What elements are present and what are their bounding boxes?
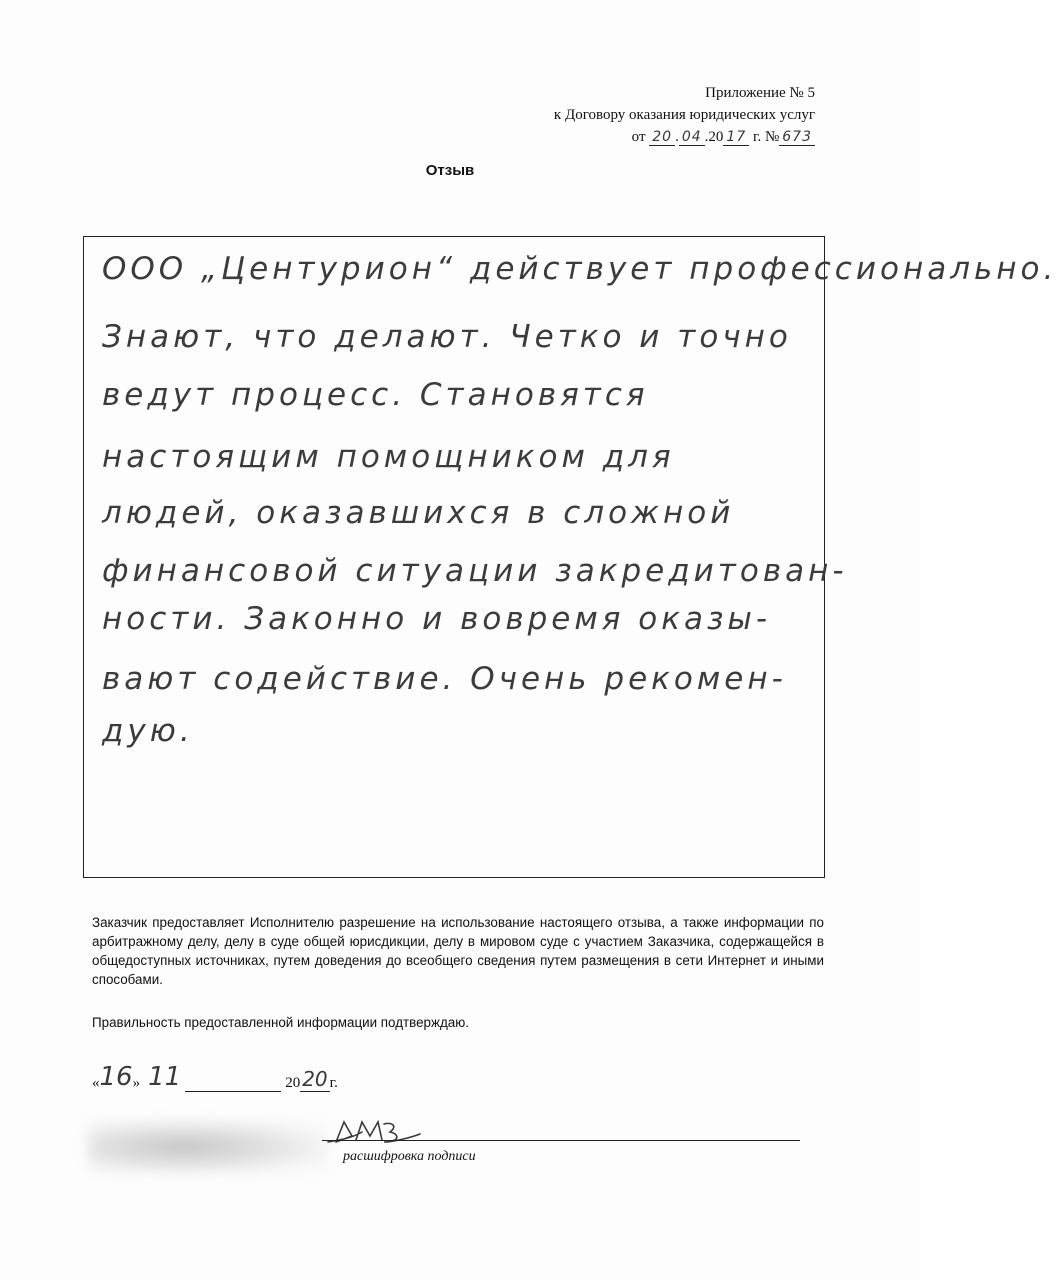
page-title: Отзыв	[425, 162, 475, 179]
review-line-4: настоящим помощником для	[102, 439, 675, 475]
signed-year-prefix: 20	[285, 1075, 301, 1091]
signature-line	[322, 1140, 800, 1141]
contract-year-prefix: 20	[708, 129, 724, 145]
contract-number: 673	[779, 129, 815, 146]
confirmation-statement: Правильность предоставленной информации подтверждаю.	[92, 1015, 469, 1030]
signed-day: 16	[99, 1062, 133, 1092]
review-line-7: ности. Законно и вовремя оказы-	[102, 601, 772, 637]
signed-year-suffix: 20	[302, 1067, 328, 1091]
consent-paragraph: Заказчик предоставляет Исполнителю разрешение на использование настоящего отзыва, а также информации по арбитражному делу, делу в суде общей юрисдикции, делу в мировом суде с участием Заказчика, содержащейся в общедоступных источниках, путем доведения до всеобщего сведения путем размещения в сети Интернет и иными способами.	[92, 915, 824, 987]
appendix-number: Приложение № 5	[705, 85, 815, 101]
contract-year-g: г.	[752, 129, 762, 145]
handwritten-signature	[322, 1112, 422, 1152]
signed-year-g: г.	[329, 1075, 338, 1091]
date-open-quote: «	[92, 1075, 100, 1091]
date-close-quote: »	[132, 1075, 141, 1091]
signed-month: 11	[148, 1062, 182, 1092]
date-prefix: от	[631, 129, 646, 145]
contract-reference: к Договору оказания юридических услуг	[553, 107, 815, 123]
review-line-8: вают содействие. Очень рекомен-	[102, 661, 787, 697]
review-line-6: финансовой ситуации закредитован-	[102, 553, 848, 589]
contract-number-label: №	[764, 129, 780, 145]
signature-date	[92, 1062, 338, 1092]
contract-day: 20	[649, 129, 675, 146]
review-line-5: людей, оказавшихся в сложной	[102, 495, 735, 531]
review-line-9: дую.	[102, 713, 194, 749]
contract-month: 04	[679, 129, 705, 146]
review-box	[83, 236, 1057, 878]
review-line-3: ведут процесс. Становятся	[102, 377, 649, 413]
month-blank-line	[185, 1085, 281, 1092]
review-line-2: Знают, что делают. Четко и точно	[102, 319, 792, 355]
redacted-name	[88, 1120, 328, 1174]
signature-caption: расшифровка подписи	[343, 1149, 476, 1164]
review-line-1: ООО „Центурион“ действует профессионально.	[102, 251, 1057, 287]
contract-year-suffix: 17	[723, 129, 749, 146]
appendix-header	[554, 82, 815, 148]
contract-date-row: от 20 . 04 .20 17 г. № 673	[554, 126, 815, 148]
